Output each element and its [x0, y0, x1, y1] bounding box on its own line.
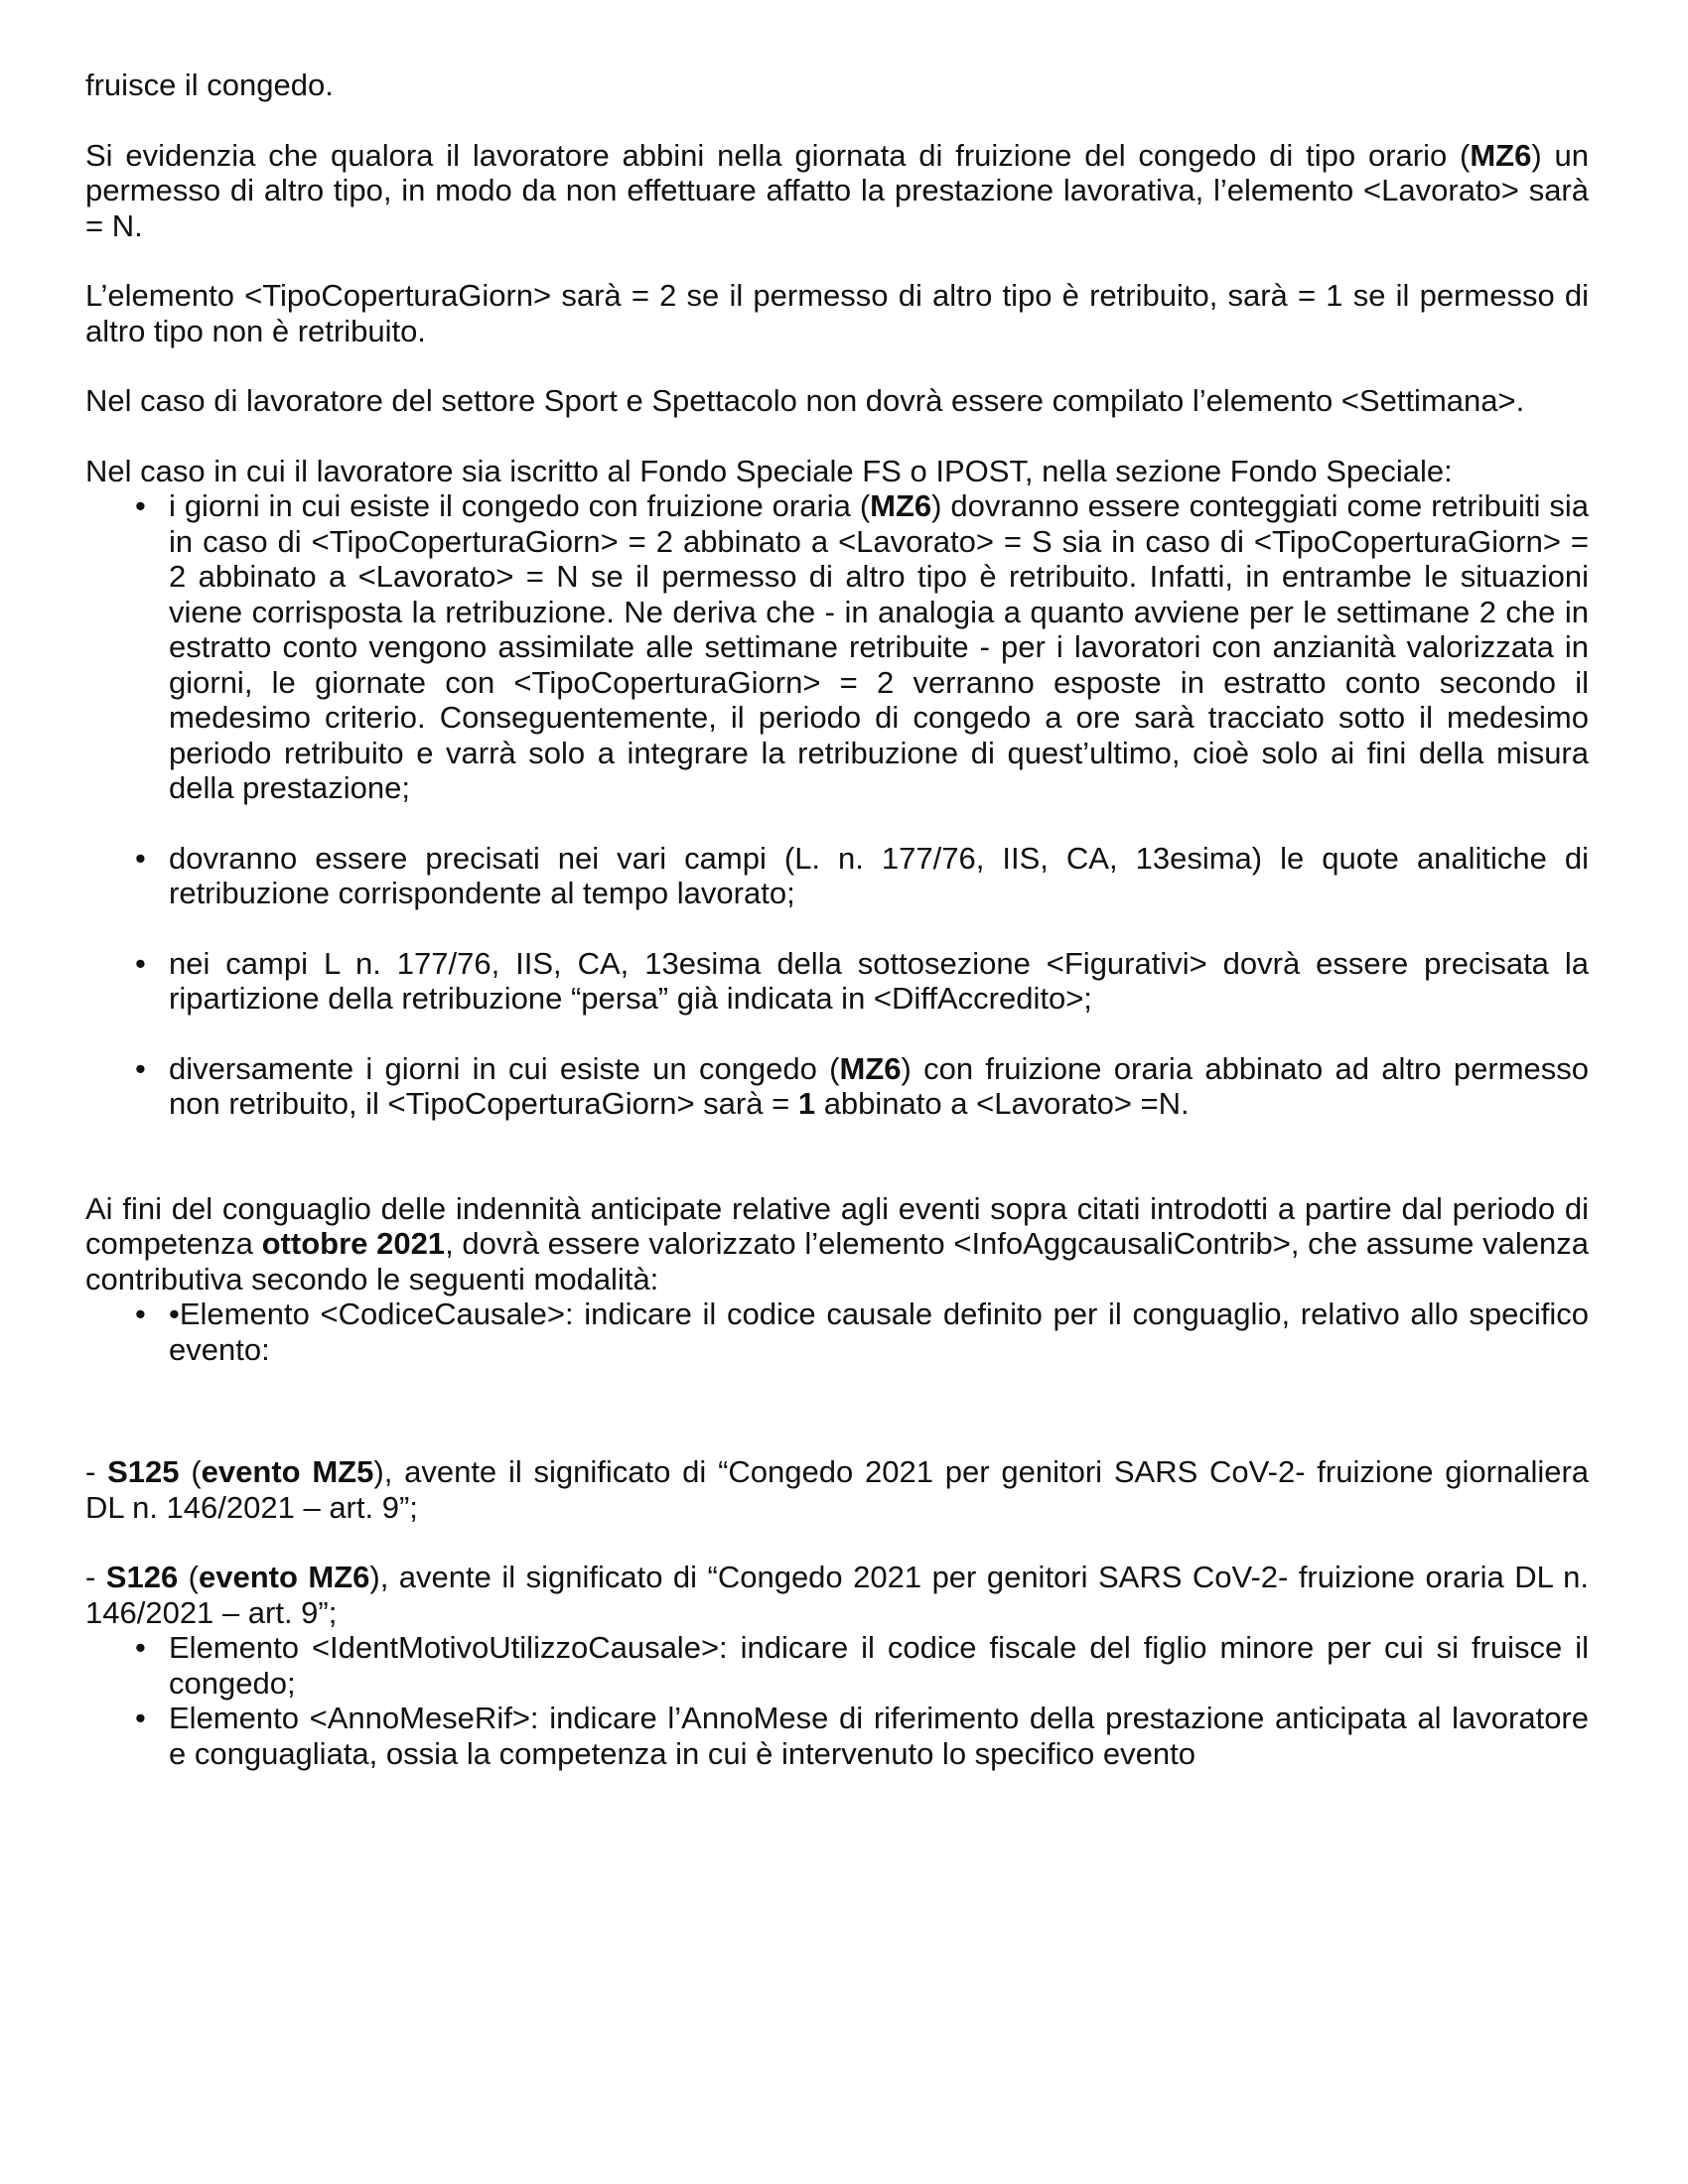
code-mz6: MZ6: [1470, 137, 1532, 173]
bullet-icon: •: [135, 1050, 146, 1086]
bullet-icon: •: [135, 1630, 146, 1665]
text-run: -: [85, 1454, 108, 1489]
text-run: (: [178, 1560, 199, 1594]
text-run: Elemento <IdentMotivoUtilizzoCausale>: indicare il codice fiscale del figlio minore per cui si fruisce il congedo;: [169, 1630, 1589, 1701]
elementi-list: [85, 1630, 1589, 1771]
text-run: abbinato a <Lavorato> =N.: [815, 1086, 1190, 1121]
fondo-speciale-list: [85, 488, 1589, 1122]
text-run: Si evidenzia che qualora il lavoratore abbini nella giornata di fruizione del congedo di tipo orario (: [85, 137, 1471, 173]
text-run: ), avente il significato di “Congedo 2021 per genitori SARS CoV-2- fruizione giornaliera DL n. 146/2021 – art. 9”;: [85, 1454, 1590, 1525]
text-run: dovranno essere precisati nei vari campi (L. n. 177/76, IIS, CA, 13esima) le quote analitiche di retribuzione corrispondente al tempo lavorato;: [169, 840, 1589, 910]
bullet-icon: •: [135, 1701, 146, 1735]
text-run: ) con fruizione oraria abbinato ad altro permesso non retribuito, il <TipoCoperturaGiorn> sarà =: [169, 1050, 1590, 1121]
text-run: •Elemento <CodiceCausale>: indicare il codice causale definito per il conguaglio, relativo allo specifico evento:: [169, 1297, 1589, 1367]
paragraph-conguaglio: [85, 1191, 1589, 1297]
text-run: (: [179, 1454, 202, 1489]
list-item: [85, 1701, 1589, 1771]
paragraph-fondo-speciale: Nel caso in cui il lavoratore sia iscritto al Fondo Speciale FS o IPOST, nella sezione Fondo Speciale:: [85, 453, 1453, 488]
paragraph-tipo-copertura: L’elemento <TipoCoperturaGiorn> sarà = 2 se il permesso di altro tipo è retribuito, sarà = 1 se il permesso di altro tipo non è retribuito.: [85, 278, 1589, 348]
paragraph-s125: [85, 1454, 1589, 1525]
code-s125: S125: [107, 1454, 180, 1489]
bullet-icon: •: [135, 945, 146, 981]
bullet-icon: •: [135, 488, 146, 523]
text-run: nei campi L n. 177/76, IIS, CA, 13esima della sottosezione <Figurativi> dovrà essere precisata la ripartizione della retribuzione “persa” già indicata in <DiffAccredito>;: [169, 945, 1589, 1016]
code-s126: S126: [105, 1560, 179, 1594]
list-item: [85, 1630, 1589, 1701]
text-run: ), avente il significato di “Congedo 2021 per genitori SARS CoV-2- fruizione oraria DL n. 146/2021 – art. 9”;: [85, 1560, 1589, 1630]
text-run: Elemento <AnnoMeseRif>: indicare l’AnnoMese di riferimento della prestazione anticipata al lavoratore e conguagliata, ossia la competenza in cui è intervenuto lo specifico evento: [169, 1701, 1589, 1771]
document-page: [85, 68, 1589, 1771]
event-mz6: evento MZ6: [199, 1560, 370, 1594]
code-mz6: MZ6: [870, 488, 932, 523]
codice-causale-list: [85, 1297, 1589, 1367]
period-ottobre-2021: ottobre 2021: [261, 1226, 446, 1261]
paragraph-s126: [85, 1560, 1589, 1630]
list-item: [85, 1297, 1589, 1367]
list-item: [85, 1051, 1589, 1122]
text-run: diversamente i giorni in cui esiste un congedo (: [169, 1050, 840, 1086]
text-run: i giorni in cui esiste il congedo con fruizione oraria (: [169, 488, 871, 523]
code-mz6: MZ6: [839, 1050, 902, 1086]
text-run: ) dovranno essere conteggiati come retribuiti sia in caso di <TipoCoperturaGiorn> = 2 abbinato a <Lavorato> = S sia in caso di <TipoCoperturaGiorn> = 2 abbinato a <Lavorato> = N se il permesso di altro tipo è retribuito. Infatti, in entrambe le situazioni viene corrisposta la retribuzione. Ne deriva che - in analogia a quanto avviene per le settimane 2 che in estratto conto vengono assimilate alle settimane retribuite - per i lavoratori con anzianità valorizzata in giorni, le giornate con <TipoCoperturaGiorn> = 2 verranno esposte in estratto conto secondo il medesimo criterio. Conseguentemente, il periodo di congedo a ore sarà tracciato sotto il medesimo periodo retribuito e varrà solo a integrare la retribuzione di quest’ultimo, cioè solo ai fini della misura della prestazione;: [169, 488, 1589, 805]
paragraph-lavorato: [85, 138, 1589, 244]
list-item: [85, 841, 1589, 911]
event-mz5: evento MZ5: [201, 1454, 374, 1489]
text-run: -: [85, 1560, 106, 1594]
text-run: Ai fini del conguaglio delle indennità anticipate relative agli eventi sopra citati introdotti a partire dal periodo di competenza: [85, 1190, 1589, 1261]
text-run: ) un permesso di altro tipo, in modo da non effettuare affatto la prestazione lavorativa, l’elemento <Lavorato> sarà = N.: [85, 137, 1589, 243]
bullet-icon: •: [135, 840, 146, 876]
value-one: 1: [797, 1086, 816, 1121]
paragraph-sport-spettacolo: Nel caso di lavoratore del settore Sport e Spettacolo non dovrà essere compilato l’elemento <Settimana>.: [85, 383, 1525, 418]
text-run: , dovrà essere valorizzato l’elemento <InfoAggcausaliContrib>, che assume valenza contributiva secondo le seguenti modalità:: [85, 1226, 1589, 1297]
list-item: [85, 488, 1589, 806]
bullet-icon: •: [135, 1297, 146, 1331]
paragraph-intro: fruisce il congedo.: [85, 68, 334, 102]
list-item: [85, 946, 1589, 1017]
